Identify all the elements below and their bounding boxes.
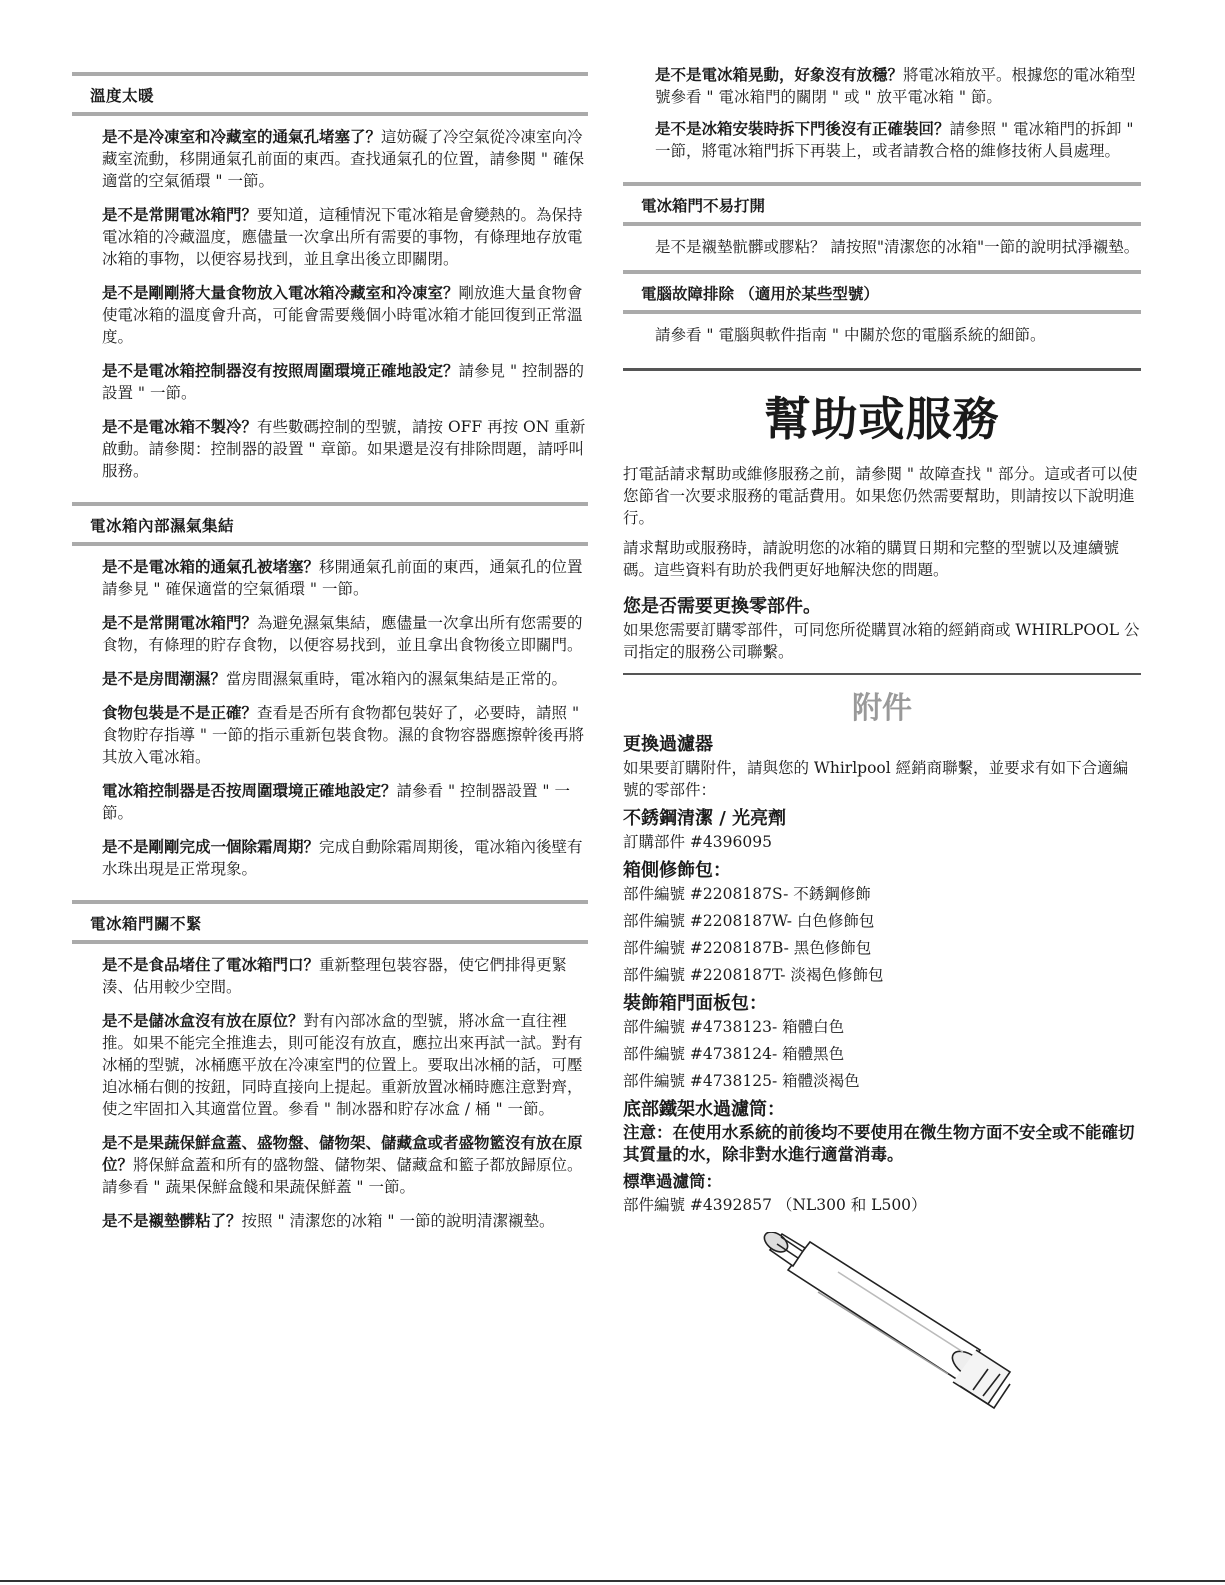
water-filter-icon [748, 1232, 1018, 1412]
faq-item [102, 826, 588, 882]
faq-item [655, 118, 1141, 172]
divider [623, 673, 1141, 675]
page-bottom-rule [0, 1580, 1225, 1582]
faq-question: 是不是常開電冰箱門？ [102, 613, 258, 632]
faq-answer: 重新整理包裝容器，使它們排得更緊湊、佔用較少空間。 [102, 956, 568, 996]
part-number: 部件編號 #2208187T- 淡褐色修飾包 [623, 966, 884, 984]
standard-filter-heading: 標準過濾筒： [623, 1172, 722, 1191]
section-title: 電冰箱門關不緊 [90, 914, 203, 933]
part-number: 部件編號 #4738125- 箱體淡褐色 [623, 1072, 860, 1090]
part-number: 部件編號 #4738123- 箱體白色 [623, 1018, 845, 1036]
section-header-too-warm [72, 72, 588, 116]
faq-item [102, 692, 588, 770]
faq-answer: 剛放進大量食物會使電冰箱的溫度會升高，可能會需要幾個小時電冰箱才能回復到正常溫度。 [102, 284, 583, 346]
faq-answer: 當房間濕氣重時，電冰箱內的濕氣集結是正常的。 [226, 670, 568, 688]
accessories-title: 附件 [852, 691, 912, 726]
faq-item [102, 1200, 588, 1234]
section-header-computer [623, 270, 1141, 314]
section-header-door-hard-open [623, 182, 1141, 226]
faq-item [102, 350, 588, 406]
left-column [72, 72, 588, 1234]
section-body: 是不是襯墊骯髒或膠粘？ 請按照"清潔您的冰箱"一節的說明拭淨襯墊。 [655, 238, 1140, 256]
faq-question: 是不是電冰箱晃動，好象沒有放穩？ [655, 65, 904, 84]
parts-title: 您是否需要更換零部件。 [623, 596, 821, 617]
faq-question: 是不是剛剛將大量食物放入電冰箱冷藏室和冷凍室？ [102, 283, 459, 302]
section-header-moisture [72, 502, 588, 546]
faq-question: 是不是果蔬保鮮盒蓋、盛物盤、儲物架、儲藏盒或者盛物籃沒有放在原位？ [102, 1133, 583, 1174]
part-number: 部件編號 #2208187W- 白色修飾包 [623, 912, 875, 930]
faq-question: 是不是電冰箱的通氣孔被堵塞？ [102, 557, 320, 576]
faq-item [102, 272, 588, 350]
faq-item [655, 64, 1141, 118]
faq-item [102, 602, 588, 658]
section-header-door-not-closing [72, 900, 588, 944]
faq-question: 是不是冰箱安裝時拆下門後沒有正確裝回？ [655, 119, 950, 138]
faq-question: 電冰箱控制器是否按周圍環境正確地設定？ [102, 781, 397, 800]
faq-question: 是不是儲冰盒沒有放在原位？ [102, 1011, 304, 1030]
faq-answer: 移開通氣孔前面的東西，通氣孔的位置請參見 " 確保適當的空氣循環 " 一節。 [102, 558, 583, 598]
faq-item [102, 194, 588, 272]
faq-question: 是不是常開電冰箱門？ [102, 205, 258, 224]
part-number: 部件編號 #2208187B- 黑色修飾包 [623, 939, 872, 957]
standard-filter-part: 部件編號 #4392857 （NL300 和 L500） [623, 1196, 927, 1214]
part-number: 部件編號 #4738124- 箱體黑色 [623, 1045, 845, 1063]
parts-body: 如果您需要訂購零部件，可同您所從購買冰箱的經銷商或 WHIRLPOOL 公司指定的服務公司聯繫。 [623, 621, 1140, 661]
help-paragraph: 請求幫助或服務時，請說明您的冰箱的購買日期和完整的型號以及連續號碼。這些資料有助於我們更好地解決您的問題。 [623, 539, 1120, 579]
door-panel-heading: 裝飾箱門面板包： [623, 993, 767, 1014]
faq-item [102, 658, 588, 692]
help-title: 幫助或服務 [623, 368, 1141, 449]
faq-item [102, 770, 588, 826]
faq-question: 是不是電冰箱控制器沒有按照周圍環境正確地設定？ [102, 361, 459, 380]
section-title: 電冰箱門不易打開 [641, 196, 766, 215]
faq-question: 是不是電冰箱不製冷？ [102, 417, 258, 436]
faq-answer: 請參見 " 控制器的設置 " 一節。 [102, 362, 584, 402]
warning-note: 注意：在使用水系統的前後均不要使用在微生物方面不安全或不能確切其質量的水，除非對水進行適當消毒。 [623, 1123, 1135, 1164]
filter-body: 如果要訂購附件，請與您的 Whirlpool 經銷商聯繫，並要求有如下合適編號的零部件： [623, 759, 1129, 799]
faq-answer: 請參照 " 電冰箱門的拆卸 " 一節，將電冰箱門拆下再裝上，或者請教合格的維修技術人員處理。 [655, 120, 1134, 160]
base-filter-heading: 底部鐵架水過濾筒： [623, 1099, 785, 1120]
faq-question: 是不是襯墊髒粘了？ [102, 1211, 242, 1230]
faq-answer: 請參看 " 控制器設置 " 一節。 [102, 782, 570, 822]
faq-answer: 查看是否所有食物都包裝好了，必要時，請照 " 食物貯存指導 " 一節的指示重新包裝食物。濕的食物容器應擦幹後再將其放入電冰箱。 [102, 704, 584, 766]
faq-item [102, 1122, 588, 1200]
side-trim-heading: 箱側修飾包： [623, 860, 731, 881]
faq-answer: 按照 " 清潔您的冰箱 " 一節的說明清潔襯墊。 [241, 1212, 555, 1230]
faq-answer: 為避免濕氣集結，應儘量一次拿出所有您需要的食物，有條理的貯存食物，以便容易找到，並且拿出食物後立即關門。 [102, 614, 583, 654]
part-number: 部件編號 #2208187S- 不銹鋼修飾 [623, 885, 871, 903]
faq-answer: 要知道，這種情況下電冰箱是會變熱的。為保持電冰箱的冷藏溫度，應儘量一次拿出所有需要的事物，有條理地存放電冰箱的事物，以便容易找到，並且拿出後立即關閉。 [102, 206, 583, 268]
faq-answer: 有些數碼控制的型號，請按 OFF 再按 ON 重新啟動。請參閱：控制器的設置 " 章節。如果還是沒有排除問題，請呼叫服務。 [102, 418, 586, 480]
help-paragraph: 打電話請求幫助或維修服務之前，請參閱 " 故障查找 " 部分。這或者可以使您節省一次要求服務的電話費用。如果您仍然需要幫助，則請按以下說明進行。 [623, 465, 1138, 527]
faq-question: 是不是冷凍室和冷藏室的通氣孔堵塞了？ [102, 127, 382, 146]
faq-question: 是不是房間潮濕？ [102, 669, 227, 688]
section-title: 電冰箱內部濕氣集結 [90, 516, 235, 535]
faq-question: 是不是食品堵住了電冰箱門口？ [102, 955, 320, 974]
section-body: 請參看 " 電腦與軟件指南 " 中關於您的電腦系統的細節。 [655, 326, 1046, 344]
faq-item [102, 944, 588, 1000]
faq-question: 是不是剛剛完成一個除霜周期？ [102, 837, 320, 856]
faq-answer: 將電冰箱放平。根據您的電冰箱型號參看 " 電冰箱門的關閉 " 或 " 放平電冰箱 " 節。 [655, 66, 1136, 106]
faq-question: 食物包裝是不是正確？ [102, 703, 258, 722]
faq-answer: 完成自動除霜周期後，電冰箱內後壁有水珠出現是正常現象。 [102, 838, 583, 878]
faq-item [102, 1000, 588, 1122]
faq-answer: 對有內部冰盒的型號，將冰盒一直往裡推。如果不能完全推進去，則可能沒有放直，應拉出來再試一試。對有冰桶的型號，冰桶應平放在冷凍室門的位置上。要取出冰桶的話，可壓迫冰桶右側的按鈕，同時直接向上提起。重新放置冰桶時應注意對齊，使之牢固扣入其適當位置。參看 " 制冰器和貯存冰盒 / 桶 " 一節。 [102, 1012, 583, 1118]
faq-answer: 這妨礙了冷空氣從冷凍室向冷藏室流動，移開通氣孔前面的東西。查找通氣孔的位置，請參閱 " 確保適當的空氣循環 " 一節。 [102, 128, 584, 190]
faq-answer: 將保鮮盒蓋和所有的盛物盤、儲物架、儲藏盒和籃子都放歸原位。請參看 " 蔬果保鮮盒餞和果蔬保鮮蓋 " 一節。 [102, 1156, 583, 1196]
cleaner-part: 訂購部件 #4396095 [623, 833, 772, 851]
filter-heading: 更換過濾器 [623, 734, 713, 755]
faq-item [102, 546, 588, 602]
section-title: 電腦故障排除 （適用於某些型號） [641, 284, 879, 303]
right-column [623, 64, 1141, 1216]
faq-item [102, 406, 588, 484]
cleaner-heading: 不銹鋼清潔 / 光亮劑 [623, 808, 787, 829]
faq-item [102, 116, 588, 194]
water-filter-image [748, 1232, 1018, 1412]
section-title: 溫度太暖 [90, 86, 155, 105]
